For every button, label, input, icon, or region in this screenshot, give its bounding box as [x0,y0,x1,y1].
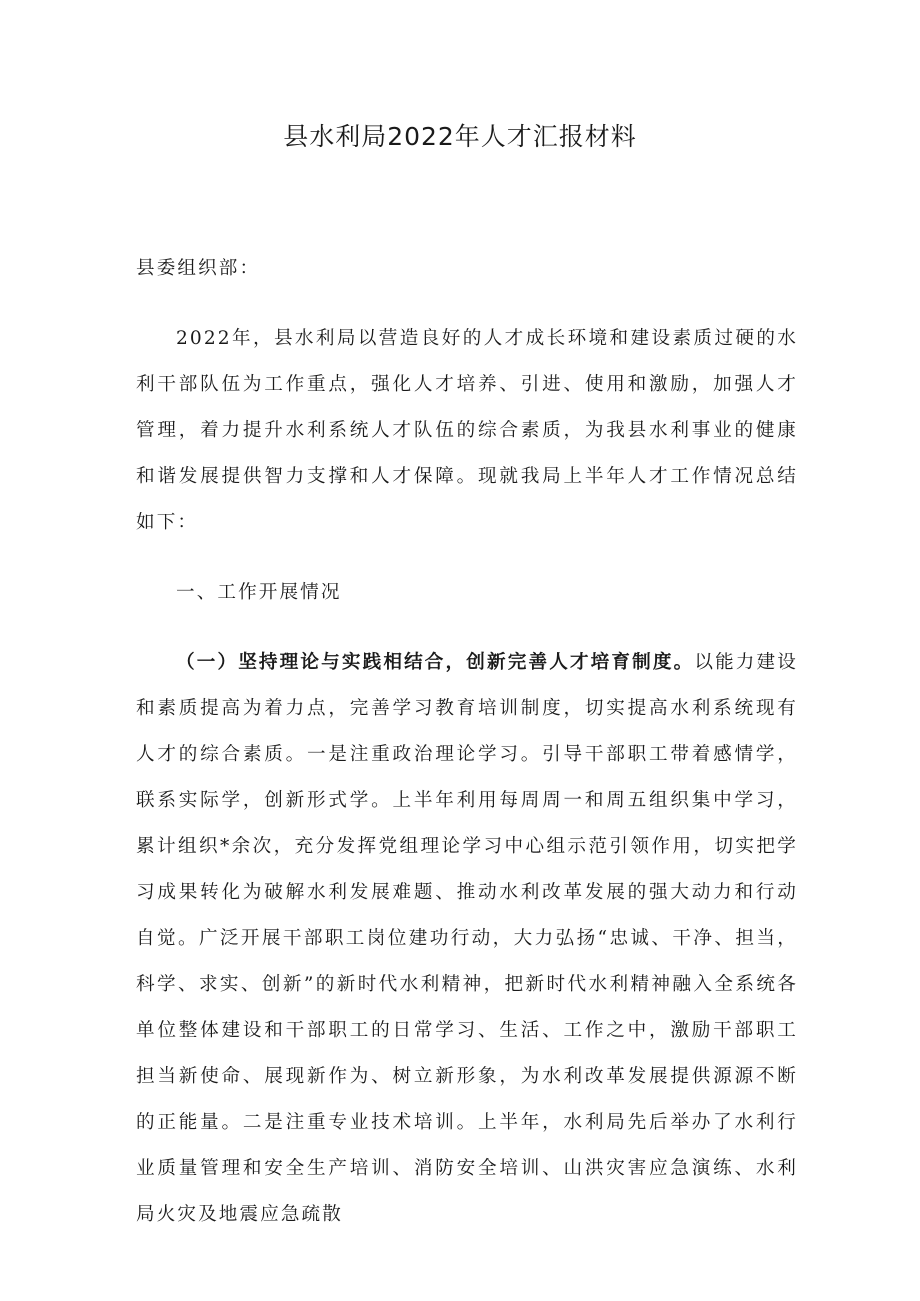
section-heading: 一、工作开展情况 [176,582,342,603]
subsection-heading: （一）坚持理论与实践相结合，创新完善人才培育制度。 [176,652,695,673]
intro-paragraph: 2022年，县水利局以营造良好的人才成长环境和建设素质过硬的水利干部队伍为工作重点，强化人才培养、引进、使用和激励，加强人才管理，着力提升水利系统人才队伍的综合素质，为我县水利事业的健康和谐发展提供智力支撑和人才保障。现就我局上半年人才工作情况总结如下： [136,328,798,533]
document-title: 县水利局2022年人才汇报材料 [283,122,637,151]
document-body [136,246,798,1238]
subsection-paragraph [136,640,798,1238]
salutation: 县委组织部： [136,258,261,279]
subsection-body: 以能力建设和素质提高为着力点，完善学习教育培训制度，切实提高水利系统现有人才的综合素质。一是注重政治理论学习。引导干部职工带着感情学，联系实际学，创新形式学。上半年利用每周周一和周五组织集中学习，累计组织*余次，充分发挥党组理论学习中心组示范引领作用，切实把学习成果转化为破解水利发展难题、推动水利改革发展的强大动力和行动自觉。广泛开展干部职工岗位建功行动，大力弘扬“忠诚、干净、担当，科学、求实、创新”的新时代水利精神，把新时代水利精神融入全系统各单位整体建设和干部职工的日常学习、生活、工作之中，激励干部职工担当新使命、展现新作为、树立新形象，为水利改革发展提供源源不断的正能量。二是注重专业技术培训。上半年，水利局先后举办了水利行业质量管理和安全生产培训、消防安全培训、山洪灾害应急演练、水利局火灾及地震应急疏散 [136,652,798,1225]
